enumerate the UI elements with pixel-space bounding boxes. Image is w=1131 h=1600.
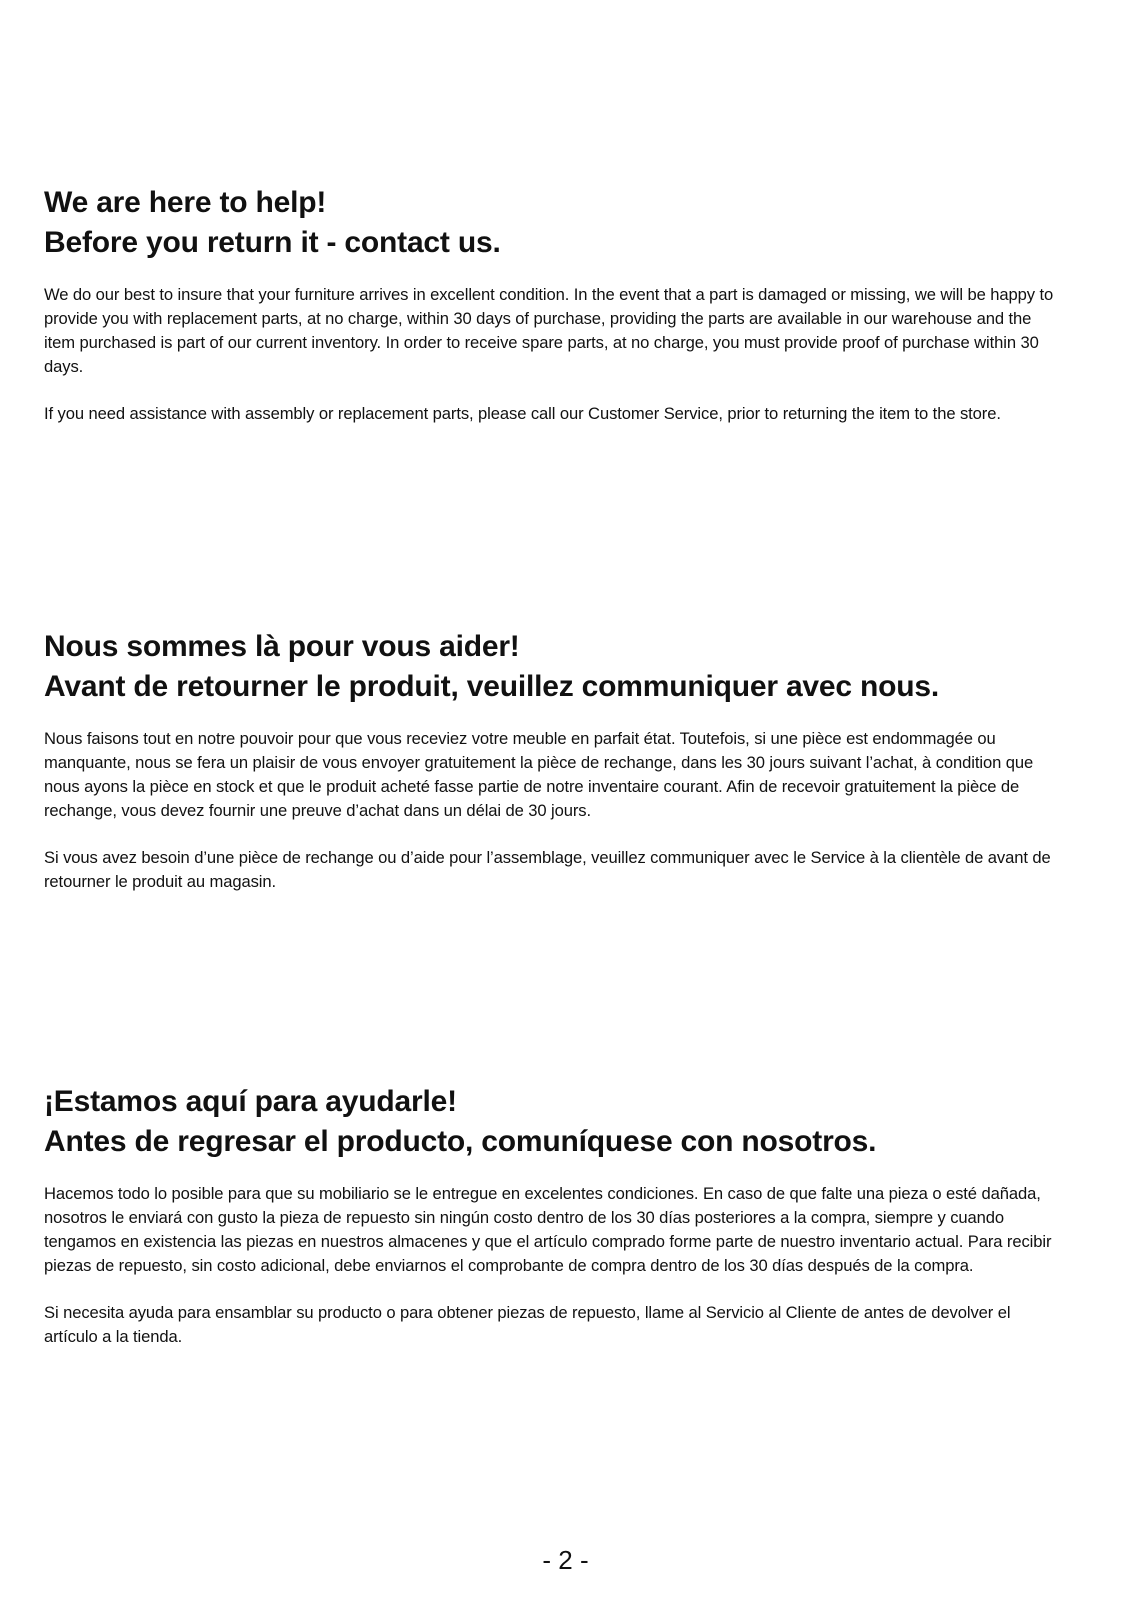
english-heading-line1: We are here to help!: [44, 186, 327, 219]
french-paragraph-2: Si vous avez besoin d’une pièce de rechange ou d’aide pour l’assemblage, veuillez communiquer avec le Service à la clientèle de avant de retourner le produit au magasin.: [44, 848, 1051, 891]
spanish-paragraph-1: Hacemos todo lo posible para que su mobiliario se le entregue en excelentes condiciones. En caso de que falte una pieza o esté dañada, nosotros le enviará con gusto la pieza de repuesto sin ningún costo dentro de los 30 días posteriores a la compra, siempre y cuando tengamos en existencia las piezas en nuestros almacenes y que el artículo comprado forme parte de nuestro inventario actual. Para recibir piezas de repuesto, sin costo adicional, debe enviarnos el comprobante de compra dentro de los 30 días después de la compra.: [44, 1184, 1052, 1275]
spanish-heading: [44, 1082, 1054, 1162]
french-paragraph-1: Nous faisons tout en notre pouvoir pour que vous receviez votre meuble en parfait état. Toutefois, si une pièce est endommagée ou manquante, nous se fera un plaisir de vous envoyer gratuitement la pièce de rechange, dans les 30 jours suivant l’achat, à condition que nous ayons la pièce en stock et que le produit acheté fasse partie de notre inventaire courant. Afin de recevoir gratuitement la pièce de rechange, vous devez fournir une preuve d’achat dans un délai de 30 jours.: [44, 729, 1034, 820]
spanish-section: [44, 1082, 1054, 1349]
english-heading-line2: Before you return it - contact us.: [44, 226, 501, 259]
french-section: [44, 627, 1054, 894]
french-heading: [44, 627, 1054, 707]
spanish-heading-line1: ¡Estamos aquí para ayudarle!: [44, 1085, 457, 1118]
french-heading-line2: Avant de retourner le produit, veuillez communiquer avec nous.: [44, 670, 940, 703]
english-section: [44, 183, 1054, 426]
english-heading: [44, 183, 1054, 263]
english-paragraph-2: If you need assistance with assembly or replacement parts, please call our Customer Service, prior to returning the item to the store.: [44, 404, 1001, 423]
english-paragraph-1: We do our best to insure that your furniture arrives in excellent condition. In the event that a part is damaged or missing, we will be happy to provide you with replacement parts, at no charge, within 30 days of purchase, providing the parts are available in our warehouse and the item purchased is part of our current inventory. In order to receive spare parts, at no charge, you must provide proof of purchase within 30 days.: [44, 285, 1054, 376]
spanish-heading-line2: Antes de regresar el producto, comuníquese con nosotros.: [44, 1125, 877, 1158]
french-heading-line1: Nous sommes là pour vous aider!: [44, 630, 520, 663]
spanish-paragraph-2: Si necesita ayuda para ensamblar su producto o para obtener piezas de repuesto, llame al Servicio al Cliente de antes de devolver el artículo a la tienda.: [44, 1303, 1011, 1346]
page-number: - 2 -: [542, 1545, 589, 1575]
